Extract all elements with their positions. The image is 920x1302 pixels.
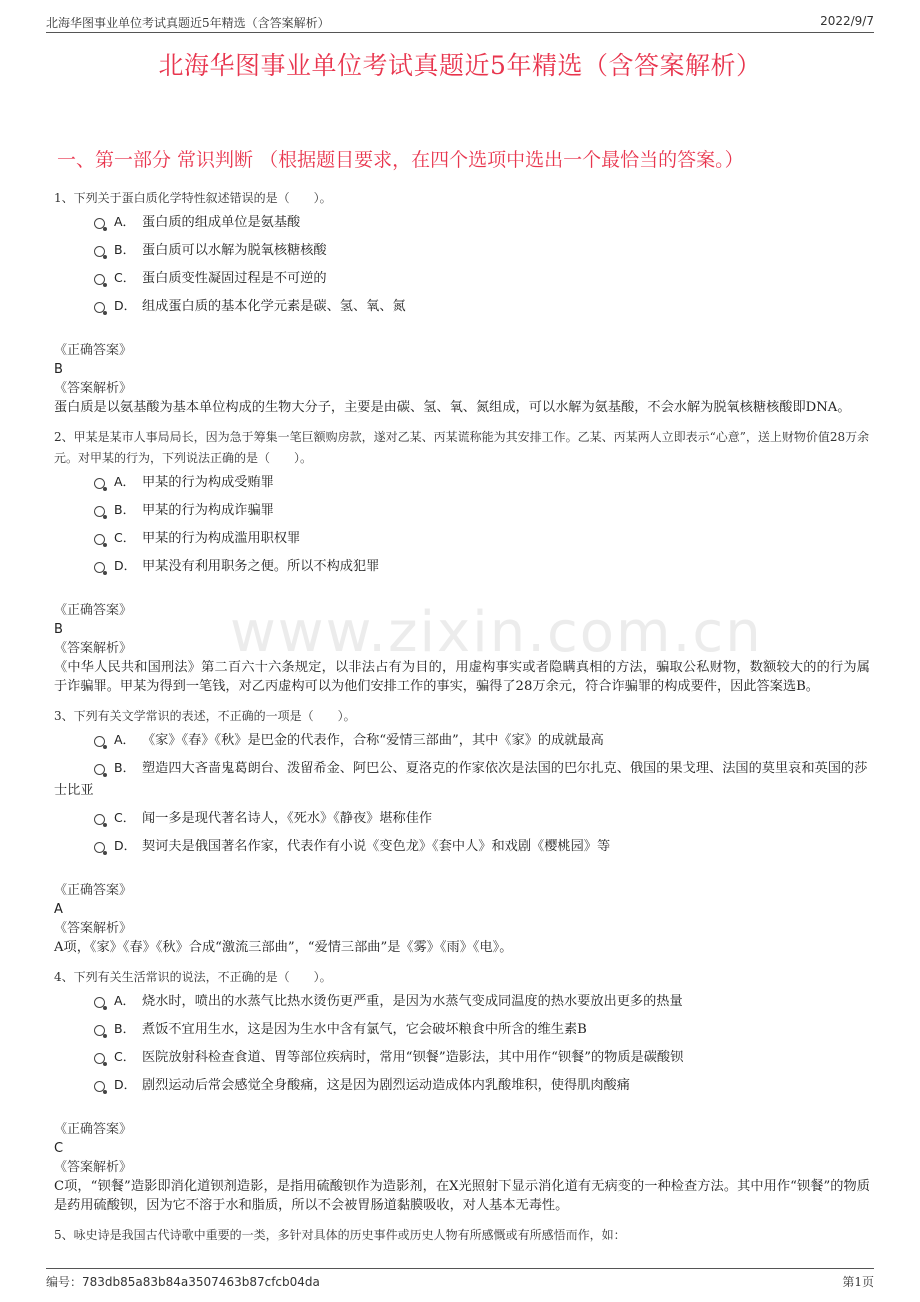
radio-icon[interactable] <box>94 1053 105 1064</box>
radio-icon[interactable] <box>94 736 105 747</box>
correct-answer: C <box>54 1141 64 1156</box>
option-letter: B． <box>114 502 136 517</box>
radio-icon[interactable] <box>94 997 105 1008</box>
option-b[interactable] <box>54 757 870 802</box>
option-letter: A． <box>114 214 136 229</box>
radio-icon[interactable] <box>94 1025 105 1036</box>
explanation-label: 《答案解析》 <box>54 381 133 396</box>
question-3 <box>54 706 870 957</box>
option-text: 甲某的行为构成受贿罪 <box>142 475 274 490</box>
option-a[interactable] <box>54 211 870 234</box>
radio-icon[interactable] <box>94 302 105 313</box>
option-letter: B． <box>114 1021 136 1036</box>
option-b[interactable] <box>54 1018 870 1041</box>
option-d[interactable] <box>54 555 870 578</box>
option-letter: D． <box>114 298 137 313</box>
option-b[interactable] <box>54 499 870 522</box>
explanation-text: C项，“钡餐”造影即消化道钡剂造影，是指用硫酸钡作为造影剂，在X光照射下显示消化道有无病变的一种检查方法。其中用作“钡餐”的物质是药用硫酸钡，因为它不溶于水和脂质，所以不会被胃肠道黏膜吸收，对人基本无毒性。 <box>54 1179 870 1213</box>
option-letter: A． <box>114 474 136 489</box>
option-letter: B． <box>114 242 136 257</box>
option-letter: C． <box>114 810 136 825</box>
option-text: 蛋白质的组成单位是氨基酸 <box>142 215 301 230</box>
header-doc-title: 北海华图事业单位考试真题近5年精选（含答案解析） <box>46 16 330 30</box>
question-2 <box>54 427 870 696</box>
explanation-label: 《答案解析》 <box>54 1160 133 1175</box>
question-text: 2、甲某是某市人事局局长，因为急于筹集一笔巨额购房款，遂对乙某、丙某谎称能为其安排工作。乙某、丙某两人立即表示“心意”，送上财物价值28万余元。对甲某的行为，下列说法正确的是（ ）。 <box>54 430 870 465</box>
option-letter: C． <box>114 270 136 285</box>
explanation-text: 蛋白质是以氨基酸为基本单位构成的生物大分子，主要是由碳、氢、氧、氮组成，可以水解为氨基酸，不会水解为脱氧核糖核酸即DNA。 <box>54 400 851 415</box>
option-c[interactable] <box>54 527 870 550</box>
option-text: 剧烈运动后常会感觉全身酸痛，这是因为剧烈运动造成体内乳酸堆积，使得肌肉酸痛 <box>142 1078 630 1093</box>
option-text: 塑造四大吝啬鬼葛朗台、泼留希金、阿巴公、夏洛克的作家依次是法国的巴尔扎克、俄国的果戈理、法国的莫里哀和英国的莎士比亚 <box>54 761 868 798</box>
option-text: 《家》《春》《秋》是巴金的代表作，合称“爱情三部曲”，其中《家》的成就最高 <box>142 733 604 748</box>
question-text: 5、咏史诗是我国古代诗歌中重要的一类，多针对具体的历史事件或历史人物有所感慨或有所感悟而作，如： <box>54 1228 626 1242</box>
question-text: 3、下列有关文学常识的表述，不正确的一项是（ ）。 <box>54 709 356 723</box>
page-footer <box>46 1268 874 1291</box>
option-text: 烧水时，喷出的水蒸气比热水烫伤更严重，是因为水蒸气变成同温度的热水要放出更多的热量 <box>142 994 683 1009</box>
option-text: 蛋白质可以水解为脱氧核糖核酸 <box>142 243 327 258</box>
watermark: www.zixin.com.cn <box>230 600 763 665</box>
document-title: 北海华图事业单位考试真题近5年精选（含答案解析） <box>158 51 762 80</box>
option-text: 甲某的行为构成诈骗罪 <box>142 503 274 518</box>
option-text: 契诃夫是俄国著名作家，代表作有小说《变色龙》《套中人》和戏剧《樱桃园》等 <box>142 839 611 854</box>
question-list <box>54 188 870 1248</box>
header-date: 2022/9/7 <box>820 14 874 28</box>
radio-icon[interactable] <box>94 1081 105 1092</box>
page-header <box>46 10 874 33</box>
option-c[interactable] <box>54 267 870 290</box>
question-text: 4、下列有关生活常识的说法，不正确的是（ ）。 <box>54 970 332 984</box>
option-d[interactable] <box>54 835 870 858</box>
option-text: 甲某没有利用职务之便。所以不构成犯罪 <box>142 559 380 574</box>
option-letter: D． <box>114 838 137 853</box>
radio-icon[interactable] <box>94 246 105 257</box>
radio-icon[interactable] <box>94 814 105 825</box>
option-letter: D． <box>114 1077 137 1092</box>
explanation-label: 《答案解析》 <box>54 641 133 656</box>
explanation-text: A项，《家》《春》《秋》合成“激流三部曲”，“爱情三部曲”是《雾》《雨》《电》。 <box>54 940 513 955</box>
option-letter: C． <box>114 1049 136 1064</box>
radio-icon[interactable] <box>94 218 105 229</box>
option-letter: A． <box>114 993 136 1008</box>
radio-icon[interactable] <box>94 506 105 517</box>
correct-answer: A <box>54 902 63 917</box>
option-d[interactable] <box>54 1074 870 1097</box>
option-b[interactable] <box>54 239 870 262</box>
section-title: 一、第一部分 常识判断 （根据题目要求，在四个选项中选出一个最恰当的答案。） <box>57 149 744 171</box>
question-text: 1、下列关于蛋白质化学特性叙述错误的是（ ）。 <box>54 191 332 205</box>
option-letter: C． <box>114 530 136 545</box>
option-text: 医院放射科检查食道、胃等部位疾病时，常用“钡餐”造影法，其中用作“钡餐”的物质是碳酸钡 <box>142 1050 684 1065</box>
option-text: 组成蛋白质的基本化学元素是碳、氢、氧、氮 <box>142 299 406 314</box>
page-number: 第1页 <box>842 1275 874 1289</box>
option-a[interactable] <box>54 471 870 494</box>
option-letter: A． <box>114 732 136 747</box>
correct-answer-label: 《正确答案》 <box>54 1122 133 1137</box>
option-d[interactable] <box>54 295 870 318</box>
explanation-text: 《中华人民共和国刑法》第二百六十六条规定，以非法占有为目的，用虚构事实或者隐瞒真相的方法，骗取公私财物，数额较大的的行为属于诈骗罪。甲某为得到一笔钱，对乙丙虚构可以为他们安排工作的事实，骗得了28万余元，符合诈骗罪的构成要件，因此答案选B。 <box>54 660 870 694</box>
option-letter: D． <box>114 558 137 573</box>
radio-icon[interactable] <box>94 764 105 775</box>
option-text: 蛋白质变性凝固过程是不可逆的 <box>142 271 327 286</box>
option-text: 闻一多是现代著名诗人，《死水》《静夜》堪称佳作 <box>142 811 433 826</box>
radio-icon[interactable] <box>94 478 105 489</box>
option-a[interactable] <box>54 990 870 1013</box>
option-text: 甲某的行为构成滥用职权罪 <box>142 531 301 546</box>
document-code: 编号：783db85a83b84a3507463b87cfcb04da <box>46 1275 320 1289</box>
radio-icon[interactable] <box>94 842 105 853</box>
radio-icon[interactable] <box>94 534 105 545</box>
option-letter: B． <box>114 760 136 775</box>
question-1 <box>54 188 870 417</box>
question-5 <box>54 1225 870 1246</box>
correct-answer-label: 《正确答案》 <box>54 343 133 358</box>
radio-icon[interactable] <box>94 274 105 285</box>
radio-icon[interactable] <box>94 562 105 573</box>
question-4 <box>54 967 870 1215</box>
explanation-label: 《答案解析》 <box>54 921 133 936</box>
option-c[interactable] <box>54 1046 870 1069</box>
correct-answer-label: 《正确答案》 <box>54 603 133 618</box>
option-text: 煮饭不宜用生水，这是因为生水中含有氯气，它会破坏粮食中所含的维生素B <box>142 1022 587 1037</box>
correct-answer: B <box>54 622 63 637</box>
option-a[interactable] <box>54 729 870 752</box>
correct-answer-label: 《正确答案》 <box>54 883 133 898</box>
correct-answer: B <box>54 362 63 377</box>
option-c[interactable] <box>54 807 870 830</box>
